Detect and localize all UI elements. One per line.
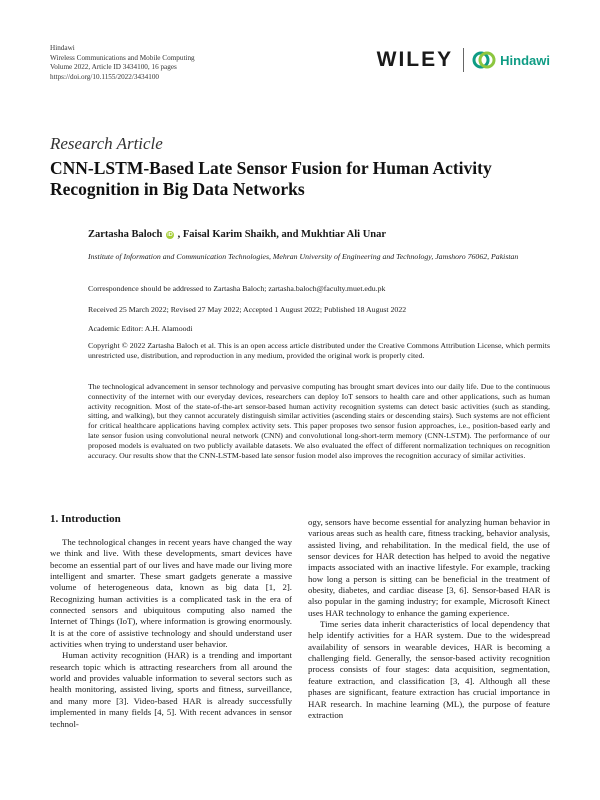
- orcid-icon[interactable]: iD: [167, 231, 173, 238]
- article-title: CNN-LSTM-Based Late Sensor Fusion for Human Activity Recognition in Big Data Networks: [50, 158, 492, 199]
- hindawi-logo-text: Hindawi: [500, 52, 550, 68]
- section-heading: 1. Introduction: [50, 513, 121, 525]
- volume-info: Volume 2022, Article ID 3434100, 16 pages: [50, 63, 177, 72]
- body-column-right: [308, 517, 550, 721]
- wiley-logo: WILEY: [376, 48, 454, 71]
- doi-link[interactable]: https://doi.org/10.1155/2022/3434100: [50, 72, 160, 81]
- logo-divider: [463, 48, 464, 72]
- correspondence: Correspondence should be addressed to Zartasha Baloch; zartasha.baloch@faculty.muet.edu.pk: [88, 284, 386, 293]
- copyright-notice: Copyright © 2022 Zartasha Baloch et al. This is an open access article distributed under the Creative Commons Attribution License, which permits unrestricted use, distribution, and reproduction in any medium, provided the original work is properly cited.: [88, 341, 550, 361]
- publication-meta: [50, 44, 195, 82]
- body-paragraph: ogy, sensors have become essential for analyzing human behavior in various areas such as health care, fitness tracking, behavior analysis, assisted living, and rehabilitation. In the medical field, the use of sensor devices for HAR detection has helped to avoid the negative impacts associated with an inactive lifestyle. For example, tracking how long a person is sitting can be beneficial in the treatment of obesity, diabetes, and cardiac disease [3, 6]. Sensor-based HAR is also popular in the gaming industry; for example, Microsoft Kinect uses HAR technology to enhance the gaming experience.: [308, 517, 550, 618]
- publisher-logos: [377, 48, 550, 72]
- body-paragraph: The technological changes in recent years have changed the way we think and live. With these developments, smart devices have become an essential part of our lives and have made our living more intelligent and smarter. These smart gadgets generate a massive volume of heterogeneous data, known as big data [1, 2]. Recognizing human activities is a complicated task in the era of connected sensors and ubiquitous computing also named the Internet of Things (IoT), where information is growing enormously. It is at the core of assistive technology and should understand user activities when trying to understand user behavior.: [50, 537, 292, 650]
- author-names-rest: , Faisal Karim Shaikh, and Mukhtiar Ali Unar: [177, 229, 387, 240]
- body-paragraph: Human activity recognition (HAR) is a trending and important research topic which is attracting researchers from all around the world and provides valuable information to several sectors such as health monitoring, assisted living, sports and fitness, surveillance, and many more [3]. Video-based HAR is already successfully implemented in many fields [4, 5]. With recent advances in sensor technol-: [50, 650, 292, 729]
- body-paragraph: Time series data inherit characteristics of local dependency that help identify activities for a HAR system. Due to the widespread availability of sensors in wearable devices, HAR is becoming a challenging field. Generally, the sensor-based activity recognition process consists of four stages: data acquisition, segmentation, feature extraction, and classification [3, 4]. Although all these phases are significant, feature extraction has crucial importance in HAR research. In machine learning (ML), the purpose of feature extraction: [308, 619, 550, 720]
- abstract: The technological advancement in sensor technology and pervasive computing has brought smart devices into our daily life. Due to the continuous connectivity of the internet with our everyday devices, researchers can deploy IoT sensors to health care and other applications, such as human activity recognition. Most of the state-of-the-art sensor-based human activity recognition systems can detect basic activities (such as standing, sitting, and walking), but they cannot accurately distinguish similar activities (ascending stairs or descending stairs). Such systems are not efficient for critical healthcare applications having complex activity sets. This paper proposes two sensor fusion approaches, i.e., position-based early and late sensor fusion using convolutional neural network (CNN) and convolutional long-short-term memory (CNN-LSTM). The performance of our proposed models is evaluated on two publicly available datasets. We also evaluated the effect of different normalization techniques on recognition accuracy. Our results show that the CNN-LSTM-based late sensor fusion model also improves the recognition accuracy of similar activities.: [88, 382, 550, 460]
- article-type: Research Article: [50, 134, 163, 153]
- academic-editor: Academic Editor: A.H. Alamoodi: [88, 324, 193, 333]
- author-name: Zartasha Baloch: [88, 229, 163, 240]
- hindawi-logo-icon: [472, 49, 496, 71]
- body-column-left: [50, 537, 292, 730]
- article-dates: Received 25 March 2022; Revised 27 May 2022; Accepted 1 August 2022; Published 18 August 2022: [88, 305, 407, 314]
- affiliation: Institute of Information and Communication Technologies, Mehran University of Engineering and Technology, Jamshoro 76062, Pakistan: [88, 252, 519, 261]
- author-list: [88, 229, 550, 240]
- publisher-name: Hindawi: [50, 44, 75, 52]
- journal-name: Wireless Communications and Mobile Computing: [50, 53, 195, 62]
